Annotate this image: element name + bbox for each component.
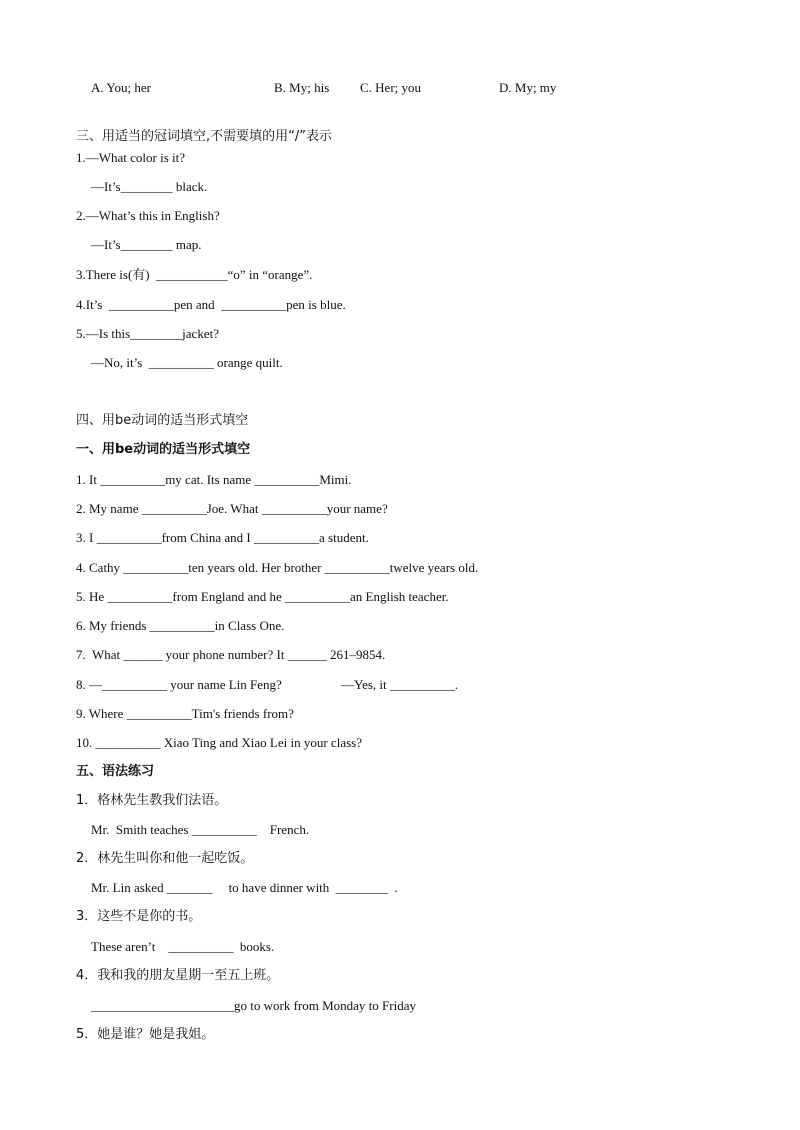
section5-q5: 5．她是谁？她是我姐。: [76, 1027, 215, 1042]
section4-heading: 四、用be动词的适当形式填空: [76, 413, 249, 428]
section5-q3-answer: These aren’t __________ books.: [91, 939, 275, 954]
section4-q6: 6. My friends __________in Class One.: [76, 618, 285, 633]
section5-q4-answer: ______________________go to work from Monday to Friday: [91, 998, 416, 1013]
section3-q2-answer: —It’s________ map.: [91, 237, 202, 252]
section5-q3: 3．这些不是你的书。: [76, 909, 202, 924]
section4-q10: 10. __________ Xiao Ting and Xiao Lei in your class?: [76, 735, 362, 750]
section4-subheading: 一、用be动词的适当形式填空: [76, 442, 251, 457]
section4-q2: 2. My name __________Joe. What __________your name?: [76, 501, 388, 516]
section4-q8-answer: —Yes, it __________.: [341, 677, 459, 692]
option-c: C. Her; you: [360, 80, 422, 95]
option-d: D. My; my: [499, 80, 557, 95]
option-b: B. My; his: [274, 80, 330, 95]
section5-heading: 五、语法练习: [76, 764, 155, 779]
section5-q2-answer: Mr. Lin asked _______ to have dinner with ________ .: [91, 880, 398, 895]
section5-q2: 2．林先生叫你和他一起吃饭。: [76, 851, 254, 866]
section4-q7: 7. What ______ your phone number? It ______ 261–9854.: [76, 647, 386, 662]
section4-q9: 9. Where __________Tim's friends from?: [76, 706, 294, 721]
section4-q8: 8. —__________ your name Lin Feng?: [76, 677, 282, 692]
section3-q3: 3.There is(有) ___________“o” in “orange”.: [76, 267, 313, 282]
section3-q1: 1.—What color is it?: [76, 150, 186, 165]
section3-q1-answer: —It’s________ black.: [91, 179, 208, 194]
section3-q4: 4.It’s __________pen and __________pen is blue.: [76, 297, 346, 312]
section3-q2: 2.—What’s this in English?: [76, 208, 220, 223]
section3-heading: 三、用适当的冠词填空,不需要填的用“/”表示: [76, 129, 332, 144]
section5-q1: 1．格林先生教我们法语。: [76, 793, 228, 808]
section3-q5: 5.—Is this________jacket?: [76, 326, 219, 341]
section4-q3: 3. I __________from China and I __________a student.: [76, 530, 369, 545]
section5-q4: 4．我和我的朋友星期一至五上班。: [76, 968, 280, 983]
section4-q4: 4. Cathy __________ten years old. Her brother __________twelve years old.: [76, 560, 479, 575]
section4-q5: 5. He __________from England and he __________an English teacher.: [76, 589, 449, 604]
section4-q1: 1. It __________my cat. Its name __________Mimi.: [76, 472, 352, 487]
section3-q5-answer: —No, it’s __________ orange quilt.: [91, 355, 283, 370]
option-a: A. You; her: [91, 80, 151, 95]
section5-q1-answer: Mr. Smith teaches __________ French.: [91, 822, 310, 837]
